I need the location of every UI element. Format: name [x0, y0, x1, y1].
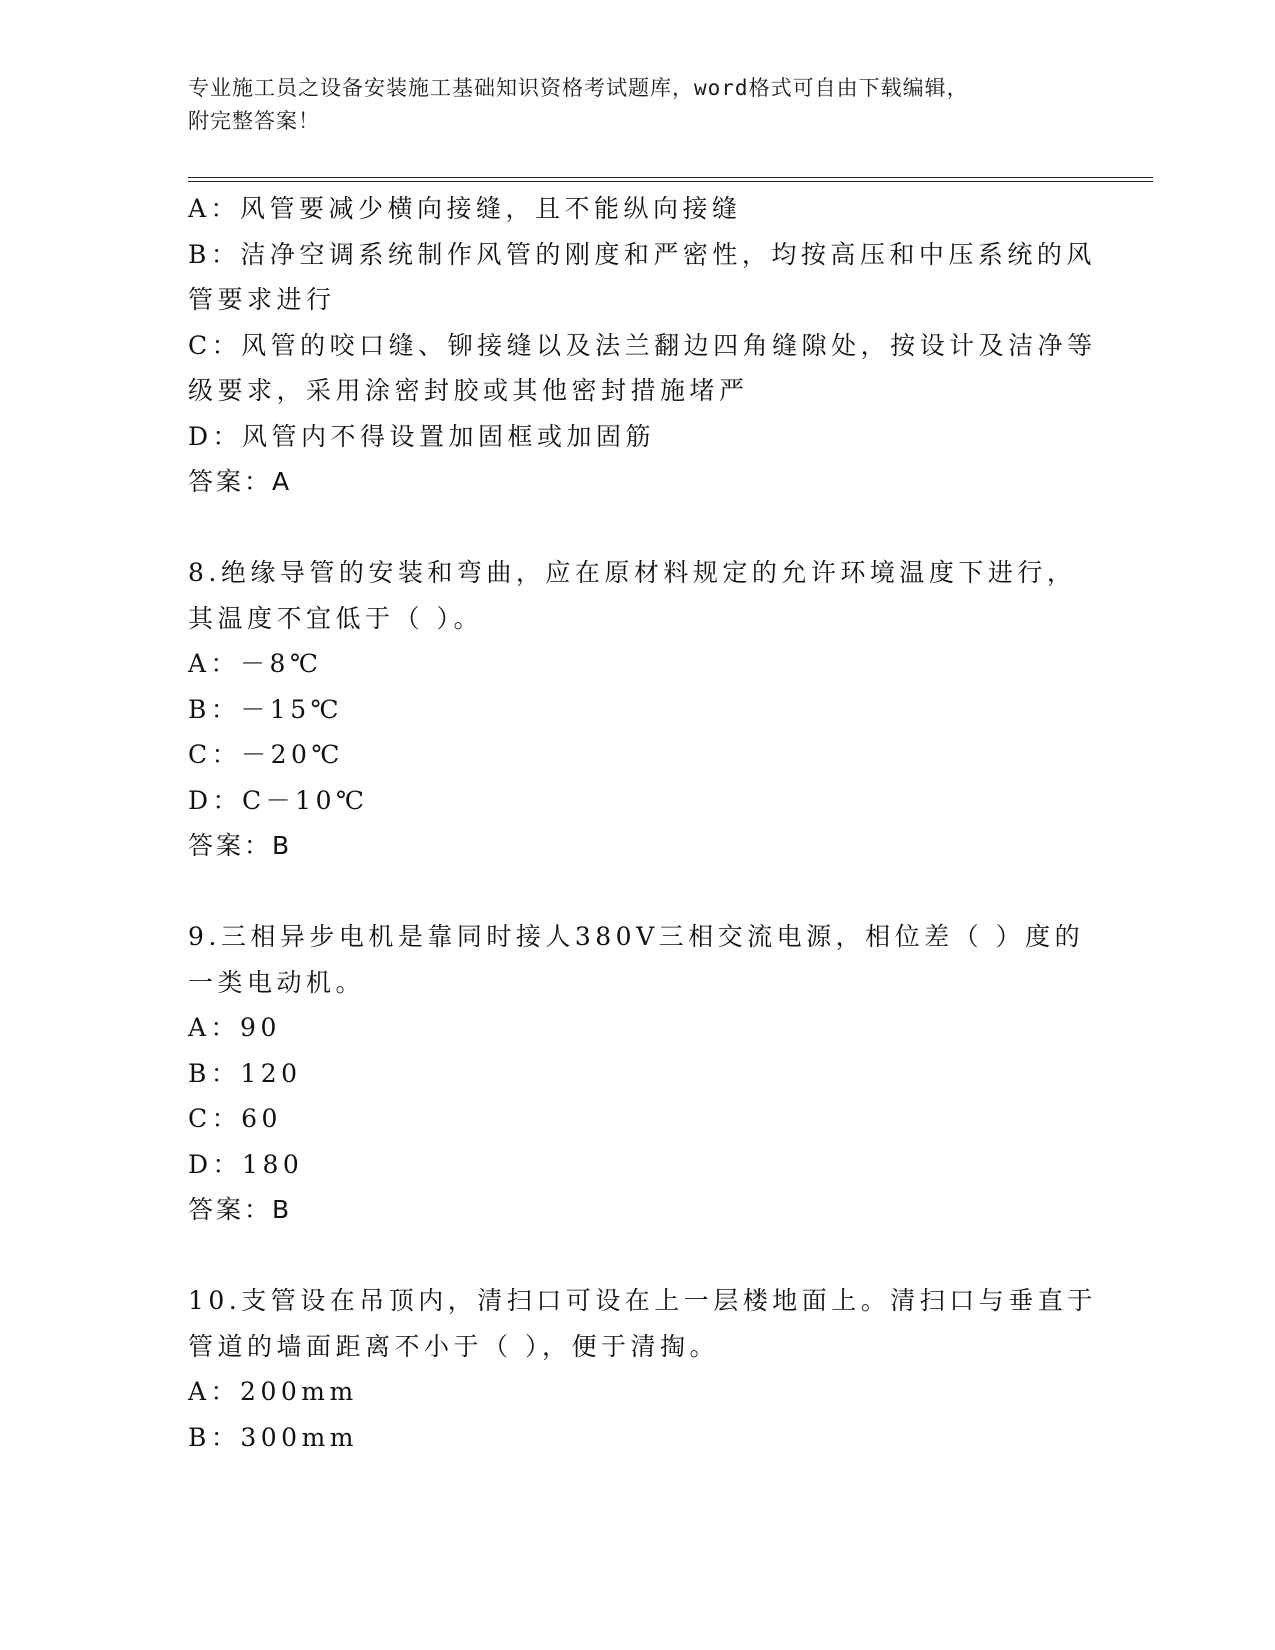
option-b: B：洁净空调系统制作风管的刚度和严密性，均按高压和中压系统的风	[188, 239, 1096, 269]
header-line-1: 专业施工员之设备安装施工基础知识资格考试题库，word格式可自由下载编辑，	[188, 76, 969, 100]
question-7	[188, 186, 1097, 505]
option-c-continued: 级要求，采用涂密封胶或其他密封措施堵严	[188, 376, 749, 405]
option-b: B：300mm	[188, 1422, 359, 1452]
question-stem-continued: 管道的墙面距离不小于（ ），便于清掏。	[188, 1331, 719, 1361]
spacer	[188, 505, 1088, 551]
question-10	[188, 1278, 1097, 1460]
header-divider-bottom	[188, 181, 1153, 182]
answer: 答案：B	[188, 831, 293, 860]
document-header	[188, 72, 1068, 138]
option-a: A：风管要减少横向接缝，且不能纵向接缝	[188, 194, 742, 223]
option-d: D：风管内不得设置加固框或加固筋	[188, 421, 656, 451]
option-a: A：200mm	[188, 1377, 358, 1406]
option-c: C：风管的咬口缝、铆接缝以及法兰翻边四角缝隙处，按设计及洁净等	[188, 330, 1097, 360]
answer: 答案：B	[188, 1195, 293, 1224]
option-a: A：90	[188, 1013, 281, 1042]
question-stem: 9.三相异步电机是靠同时接人380V三相交流电源，相位差（ ）度的	[188, 922, 1085, 951]
question-stem: 10.支管设在吊顶内，清扫口可设在上一层楼地面上。清扫口与垂直于	[188, 1286, 1097, 1315]
option-d: D：180	[188, 1149, 304, 1179]
question-stem: 8.绝缘导管的安装和弯曲，应在原材料规定的允许环境温度下进行，	[188, 558, 1077, 587]
question-stem-continued: 其温度不宜低于（ ）。	[188, 603, 483, 633]
question-8	[188, 550, 1088, 869]
option-d: D：C－10℃	[188, 785, 369, 815]
question-stem-continued: 一类电动机。	[188, 967, 366, 997]
header-divider-top	[188, 177, 1153, 178]
header-line-2: 附完整答案！	[188, 109, 320, 133]
spacer	[188, 1233, 1088, 1279]
spacer	[188, 869, 1088, 915]
question-9	[188, 914, 1088, 1233]
option-a: A：－8℃	[188, 649, 323, 678]
answer: 答案：A	[188, 467, 293, 496]
option-c: C：－20℃	[188, 740, 344, 769]
option-b: B：120	[188, 1058, 302, 1088]
option-b-continued: 管要求进行	[188, 285, 336, 314]
option-b: B：－15℃	[188, 694, 344, 724]
option-c: C：60	[188, 1104, 282, 1133]
question-list	[188, 186, 1097, 1460]
